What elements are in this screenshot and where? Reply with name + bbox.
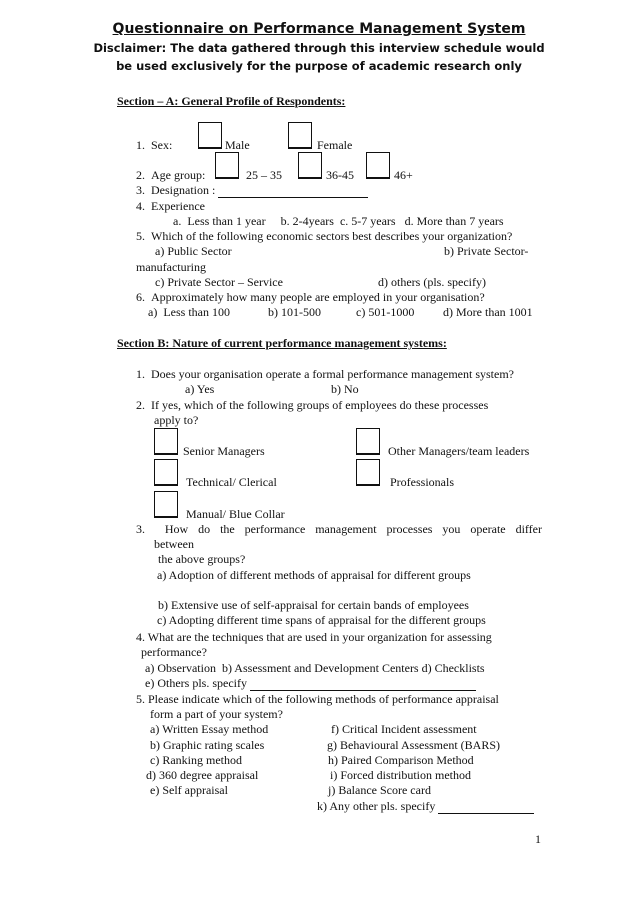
method-self-appraisal: e) Self appraisal: [150, 783, 228, 797]
manual-blue-collar-label: Manual/ Blue Collar: [186, 507, 285, 521]
q-b5-line-2: form a part of your system?: [150, 707, 283, 721]
other-managers-checkbox[interactable]: [356, 428, 380, 455]
q-b1-label: 1. Does your organisation operate a formal performance management system?: [136, 367, 514, 381]
section-a-heading: Section – A: General Profile of Respondents:: [117, 94, 346, 108]
q-a1-label: 1. Sex:: [136, 138, 173, 152]
designation-field[interactable]: [218, 185, 368, 198]
any-other-field[interactable]: [438, 801, 534, 814]
male-checkbox[interactable]: [198, 122, 222, 149]
no-option: b) No: [331, 382, 359, 396]
q-a4-label: 4. Experience: [136, 199, 205, 213]
method-graphic-rating: b) Graphic rating scales: [150, 738, 265, 752]
q-b3-line-2: between: [154, 537, 194, 551]
professionals-label: Professionals: [390, 475, 454, 489]
professionals-checkbox[interactable]: [356, 459, 380, 486]
q-b4-line-2: performance?: [141, 645, 207, 659]
technical-clerical-checkbox[interactable]: [154, 459, 178, 486]
any-other-label: k) Any other pls. specify: [317, 799, 436, 813]
experience-options: a. Less than 1 year b. 2-4years c. 5-7 years d. More than 7 years: [173, 214, 504, 228]
employees-b: b) 101-500: [268, 305, 321, 319]
employees-d: d) More than 1001: [443, 305, 533, 319]
method-critical-incident: f) Critical Incident assessment: [331, 722, 477, 736]
q-b2-line-2: apply to?: [154, 413, 199, 427]
age-46-plus-label: 46+: [394, 168, 413, 182]
q-a3-label: 3. Designation :: [136, 183, 216, 197]
q-a3: [136, 183, 368, 198]
page-title: Questionnaire on Performance Management System: [112, 21, 526, 37]
q-a6-label: 6. Approximately how many people are employed in your organisation?: [136, 290, 485, 304]
method-ranking: c) Ranking method: [150, 753, 242, 767]
section-b-heading: Section B: Nature of current performance management systems:: [117, 336, 447, 350]
sector-private: b) Private Sector-: [444, 244, 529, 258]
disclaimer-line-1: Disclaimer: The data gathered through this interview schedule would: [93, 41, 545, 55]
employees-c: c) 501-1000: [356, 305, 415, 319]
q-b2-line-1: 2. If yes, which of the following groups of employees do these processes: [136, 398, 489, 412]
age-25-35-checkbox[interactable]: [215, 152, 239, 179]
senior-managers-checkbox[interactable]: [154, 428, 178, 455]
method-balance-score: j) Balance Score card: [328, 783, 431, 797]
sector-private-cont: manufacturing: [136, 260, 206, 274]
method-bars: g) Behavioural Assessment (BARS): [327, 738, 500, 752]
method-forced-distribution: i) Forced distribution method: [330, 768, 471, 782]
female-checkbox[interactable]: [288, 122, 312, 149]
age-36-45-label: 36-45: [326, 168, 354, 182]
q-a5-label: 5. Which of the following economic sectors best describes your organization?: [136, 229, 513, 243]
female-label: Female: [317, 138, 353, 152]
page-number: 1: [535, 832, 541, 846]
age-25-35-label: 25 – 35: [246, 168, 282, 182]
q-b5-line-1: 5. Please indicate which of the following methods of performance appraisal: [136, 692, 499, 706]
sector-others: d) others (pls. specify): [378, 275, 486, 289]
age-46-plus-checkbox[interactable]: [366, 152, 390, 179]
technical-clerical-label: Technical/ Clerical: [186, 475, 277, 489]
sector-service: c) Private Sector – Service: [155, 275, 283, 289]
disclaimer-line-2: be used exclusively for the purpose of academic research only: [116, 59, 522, 73]
method-written-essay: a) Written Essay method: [150, 722, 269, 736]
q-a2-label: 2. Age group:: [136, 168, 206, 182]
yes-option: a) Yes: [185, 382, 215, 396]
age-36-45-checkbox[interactable]: [298, 152, 322, 179]
method-any-other: [317, 799, 534, 814]
method-360-degree: d) 360 degree appraisal: [146, 768, 259, 782]
others-specify-field[interactable]: [250, 678, 476, 691]
employees-a: a) Less than 100: [148, 305, 230, 319]
others-specify-label: e) Others pls. specify: [145, 676, 247, 690]
q-b3-option-b: b) Extensive use of self-appraisal for certain bands of employees: [158, 598, 469, 612]
q-b4-line-3: a) Observation b) Assessment and Development Centers d) Checklists: [145, 661, 485, 675]
manual-blue-collar-checkbox[interactable]: [154, 491, 178, 518]
q-b3-line-1: 3. How do the performance management processes you operate differ: [136, 522, 542, 536]
sector-public: a) Public Sector: [155, 244, 232, 258]
q-b4-line-4: [145, 676, 476, 691]
method-paired-comparison: h) Paired Comparison Method: [328, 753, 474, 767]
q-b3-line-3: the above groups?: [158, 552, 246, 566]
male-label: Male: [225, 138, 250, 152]
q-b3-option-c: c) Adopting different time spans of appraisal for the different groups: [157, 613, 486, 627]
q-b4-line-1: 4. What are the techniques that are used in your organization for assessing: [136, 630, 492, 644]
senior-managers-label: Senior Managers: [183, 444, 265, 458]
other-managers-label: Other Managers/team leaders: [388, 444, 530, 458]
q-b3-option-a: a) Adoption of different methods of appraisal for different groups: [157, 568, 471, 582]
